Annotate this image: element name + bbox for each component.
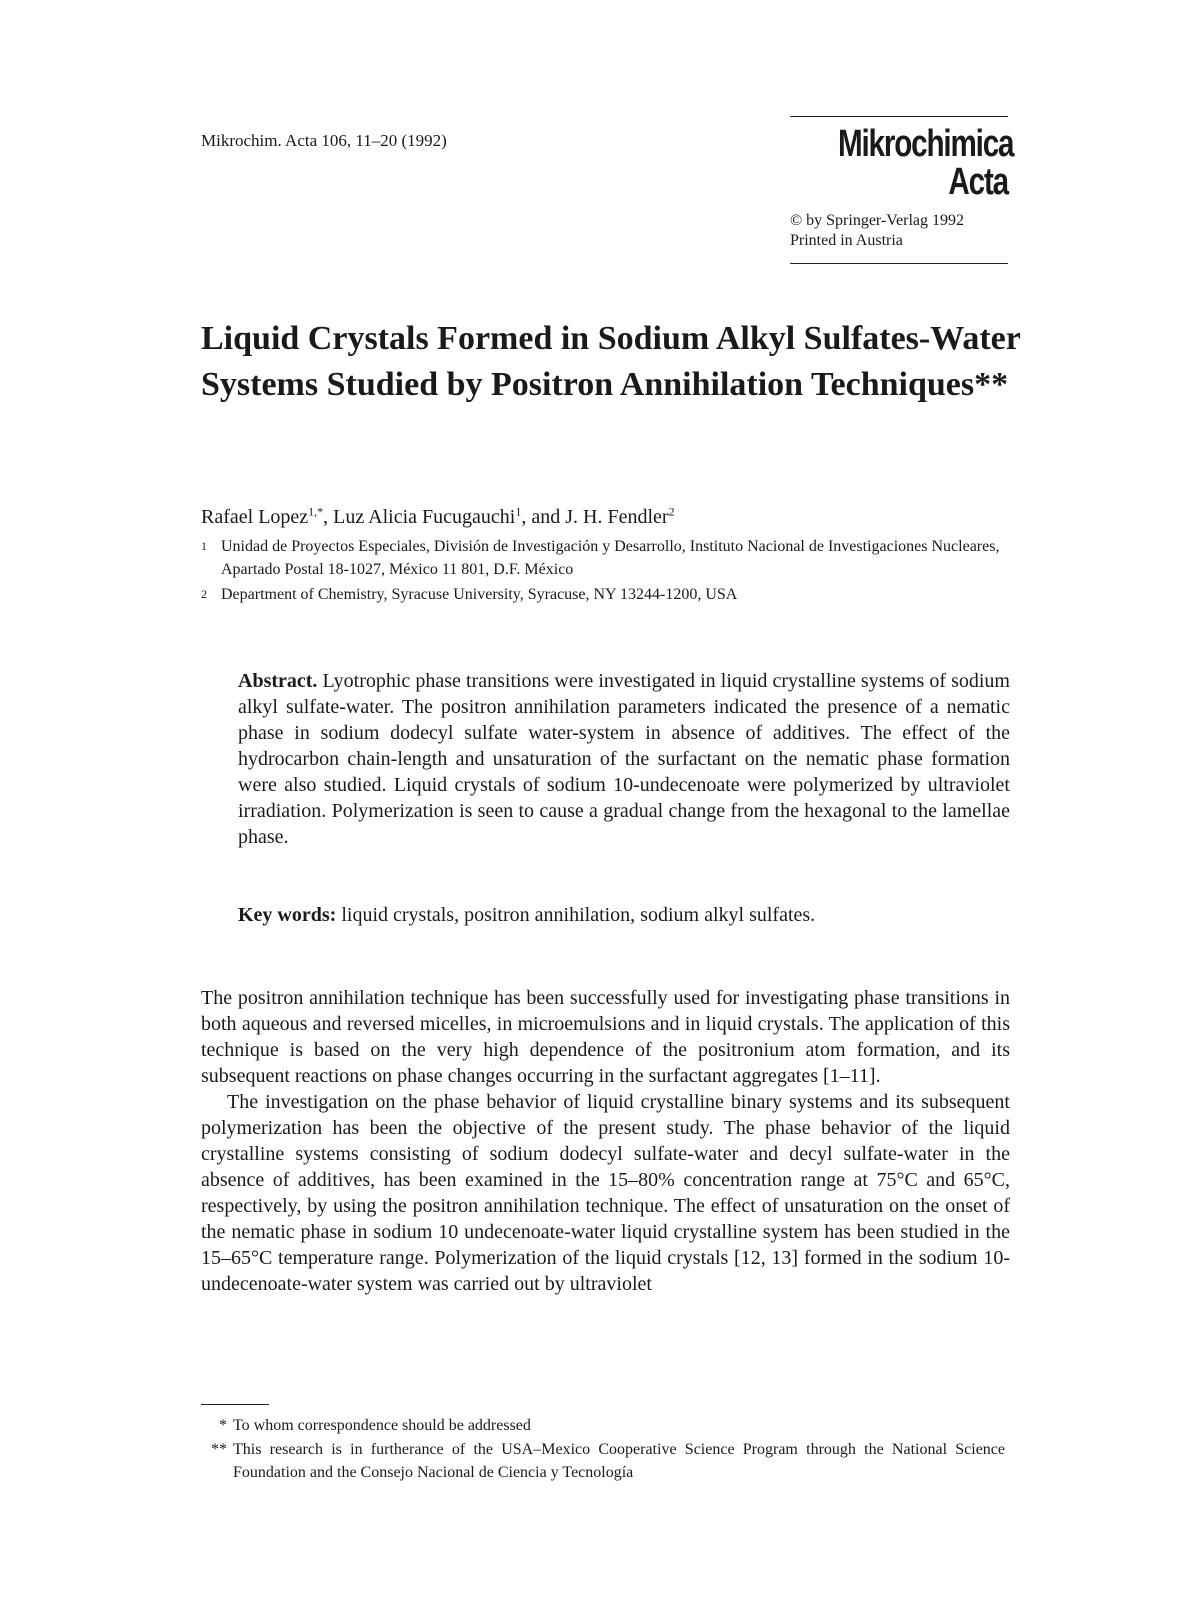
affiliation-number: 2 [201,587,207,601]
abstract [238,668,1010,850]
affiliation-text: Unidad de Proyectos Especiales, División de Investigación y Desarrollo, Instituto Nacional de Investigaciones Nucleares, Apartado Postal 18-1027, México 11 801, D.F. México [221,538,1000,578]
author-name: J. H. Fendler [565,506,669,528]
body-paragraph: The investigation on the phase behavior of liquid crystalline binary systems and its subsequent polymerization has been the objective of the present study. The phase behavior of the liquid crystalline systems consisting of sodium dodecyl sulfate-water and decyl sulfate-water in the absence of additives, has been examined in the 15–80% concentration range at 75°C and 65°C, respectively, by using the positron annihilation technique. The effect of unsaturation on the onset of the nematic phase in sodium 10 undecenoate-water liquid crystalline system has been studied in the 15–65°C temperature range. Polymerization of the liquid crystals [12, 13] formed in the sodium 10-undecenoate-water system was carried out by ultraviolet [201,1091,1010,1295]
journal-masthead [790,116,1014,264]
journal-name-line1: Mikrochimica [837,123,1014,165]
author-separator: , and [521,506,566,528]
footnote-marker: * [219,1417,227,1434]
footnote [201,1438,1011,1484]
author-marker: 1 [515,504,522,519]
author-marker: 2 [668,504,675,519]
author-separator: , [323,506,334,528]
paper-title: Liquid Crystals Formed in Sodium Alkyl Sulfates-Water Systems Studied by Positron Annihilation Techniques** [201,320,1021,403]
author-marker: 1,* [308,504,324,519]
affiliation-text: Department of Chemistry, Syracuse University, Syracuse, NY 13244-1200, USA [221,586,738,603]
footnote-text: This research is in furtherance of the USA–Mexico Cooperative Science Program through the National Science Foundation and the Consejo Nacional de Ciencia y Tecnología [233,1441,1005,1481]
journal-citation: Mikrochim. Acta 106, 11–20 (1992) [201,131,447,150]
author-list [201,506,675,529]
journal-name-line2: Acta [948,161,1008,203]
abstract-label: Abstract. [238,670,318,692]
affiliation [201,583,1021,606]
affiliation [201,535,1021,581]
masthead-bottom-rule [790,263,1008,264]
keywords-text: liquid crystals, positron annihilation, sodium alkyl sulfates. [336,904,816,926]
footnote-marker: ** [211,1441,227,1458]
masthead-top-rule [790,116,1008,117]
copyright-notice: © by Springer-Verlag 1992 [790,212,965,229]
footnote [201,1414,1011,1437]
footnote-text: To whom correspondence should be addressed [233,1417,531,1434]
body-paragraph: The positron annihilation technique has been successfully used for investigating phase transitions in both aqueous and reversed micelles, in microemulsions and in liquid crystals. The application of this technique is based on the very high dependence of the positronium atom formation, and its subsequent reactions on phase changes occurring in the surfactant aggregates [1–11]. [201,987,1010,1087]
body-text [201,985,1010,1297]
printed-notice: Printed in Austria [790,232,903,249]
abstract-text: Lyotrophic phase transitions were investigated in liquid crystalline systems of sodium alkyl sulfate-water. The positron annihilation parameters indicated the presence of a nematic phase in sodium dodecyl sulfate water-system in absence of additives. The effect of the hydrocarbon chain-length and unsaturation of the surfactant on the nematic phase formation were also studied. Liquid crystals of sodium 10-undecenoate were polymerized by ultraviolet irradiation. Polymerization is seen to cause a gradual change from the hexagonal to the lamellae phase. [238,670,1010,848]
keywords [238,902,1010,928]
keywords-label: Key words: [238,904,337,926]
affiliation-number: 1 [201,539,207,553]
footnote-rule [201,1404,269,1405]
author-name: Rafael Lopez [201,506,309,528]
author-name: Luz Alicia Fucugauchi [333,506,516,528]
